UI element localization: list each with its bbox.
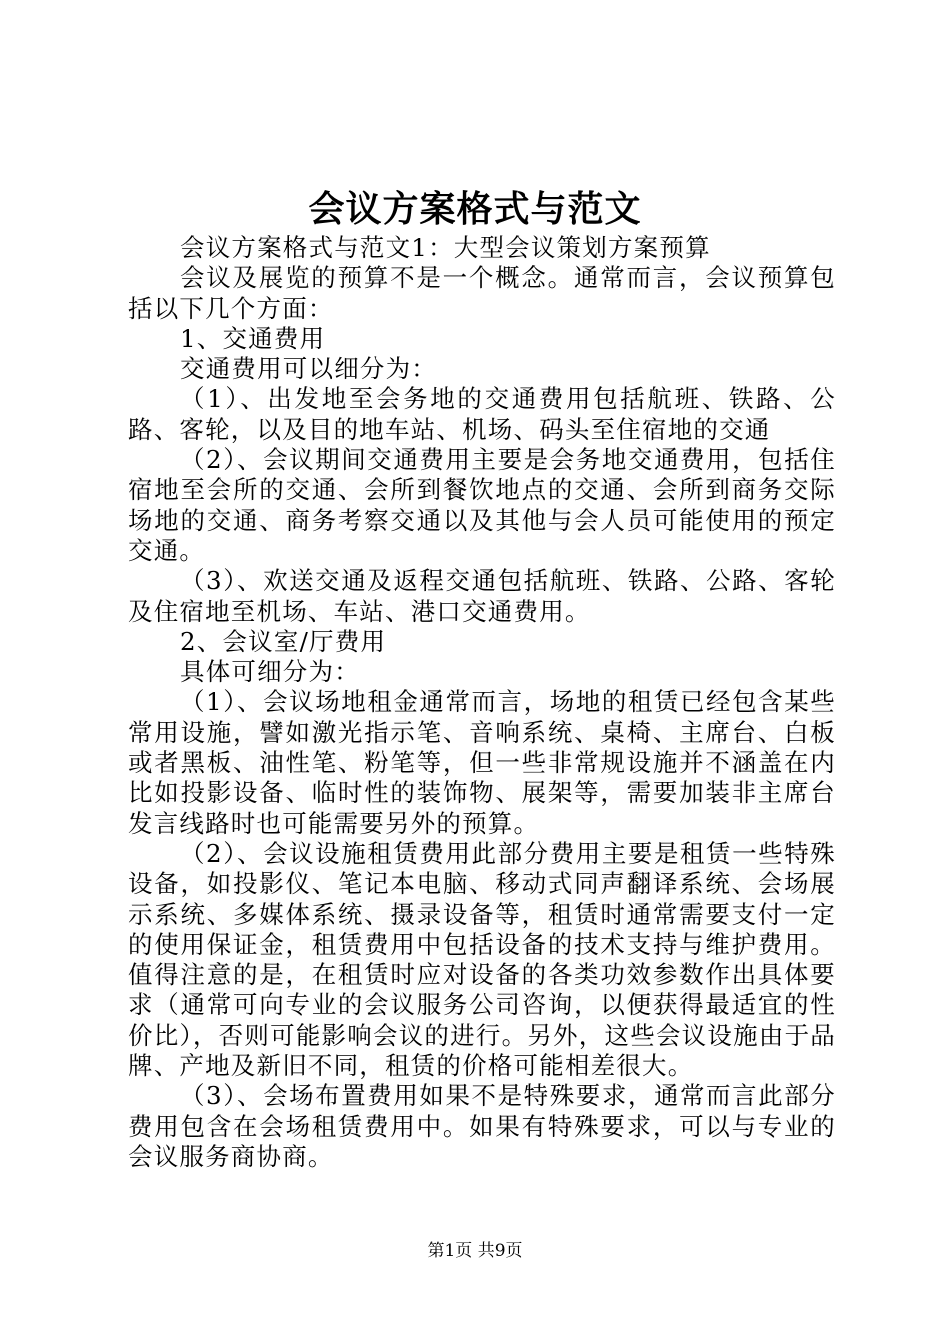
list-item-transport-1: （1）、出发地至会务地的交通费用包括航班、铁路、公路、客轮，以及目的地车站、机场、码头至住宿地的交通 — [128, 384, 836, 444]
page-number-footer: 第1页 共9页 — [427, 1241, 523, 1261]
list-item-transport-2: （2）、会议期间交通费用主要是会务地交通费用，包括住宿地至会所的交通、会所到餐饮地点的交通、会所到商务交际场地的交通、商务考察交通以及其他与会人员可能使用的预定交通。 — [128, 445, 836, 565]
paragraph-budget-overview: 会议及展览的预算不是一个概念。通常而言，会议预算包括以下几个方面： — [128, 263, 836, 323]
document-title: 会议方案格式与范文 — [308, 188, 642, 230]
paragraph-transport-intro: 交通费用可以细分为： — [180, 354, 437, 384]
list-item-meeting-room-1: （1）、会议场地租金通常而言，场地的租赁已经包含某些常用设施，譬如激光指示笔、音响系统、桌椅、主席台、白板或者黑板、油性笔、粉笔等，但一些非常规设施并不涵盖在内比如投影设备、临时性的装饰物、展架等，需要加装非主席台发言线路时也可能需要另外的预算。 — [128, 687, 836, 838]
list-item-meeting-room-3: （3）、会场布置费用如果不是特殊要求，通常而言此部分费用包含在会场租赁费用中。如果有特殊要求，可以与专业的会议服务商协商。 — [128, 1081, 836, 1171]
paragraph-meeting-room-intro: 具体可细分为： — [180, 657, 360, 687]
section-heading-meeting-room: 2、会议室/厅费用 — [180, 626, 387, 656]
list-item-transport-3: （3）、欢送交通及返程交通包括航班、铁路、公路、客轮及住宿地至机场、车站、港口交通费用。 — [128, 566, 836, 626]
list-item-meeting-room-2: （2）、会议设施租赁费用此部分费用主要是租赁一些特殊设备，如投影仪、笔记本电脑、移动式同声翻译系统、会场展示系统、多媒体系统、摄录设备等，租赁时通常需要支付一定的使用保证金，租赁费用中包括设备的技术支持与维护费用。值得注意的是，在租赁时应对设备的各类功效参数作出具体要求（通常可向专业的会议服务公司咨询，以便获得最适宜的性价比），否则可能影响会议的进行。另外，这些会议设施由于品牌、产地及新旧不同，租赁的价格可能相差很大。 — [128, 838, 836, 1081]
section-heading-transport: 1、交通费用 — [180, 323, 326, 353]
document-body — [128, 233, 836, 1172]
paragraph-intro-heading: 会议方案格式与范文1：大型会议策划方案预算 — [180, 233, 711, 262]
